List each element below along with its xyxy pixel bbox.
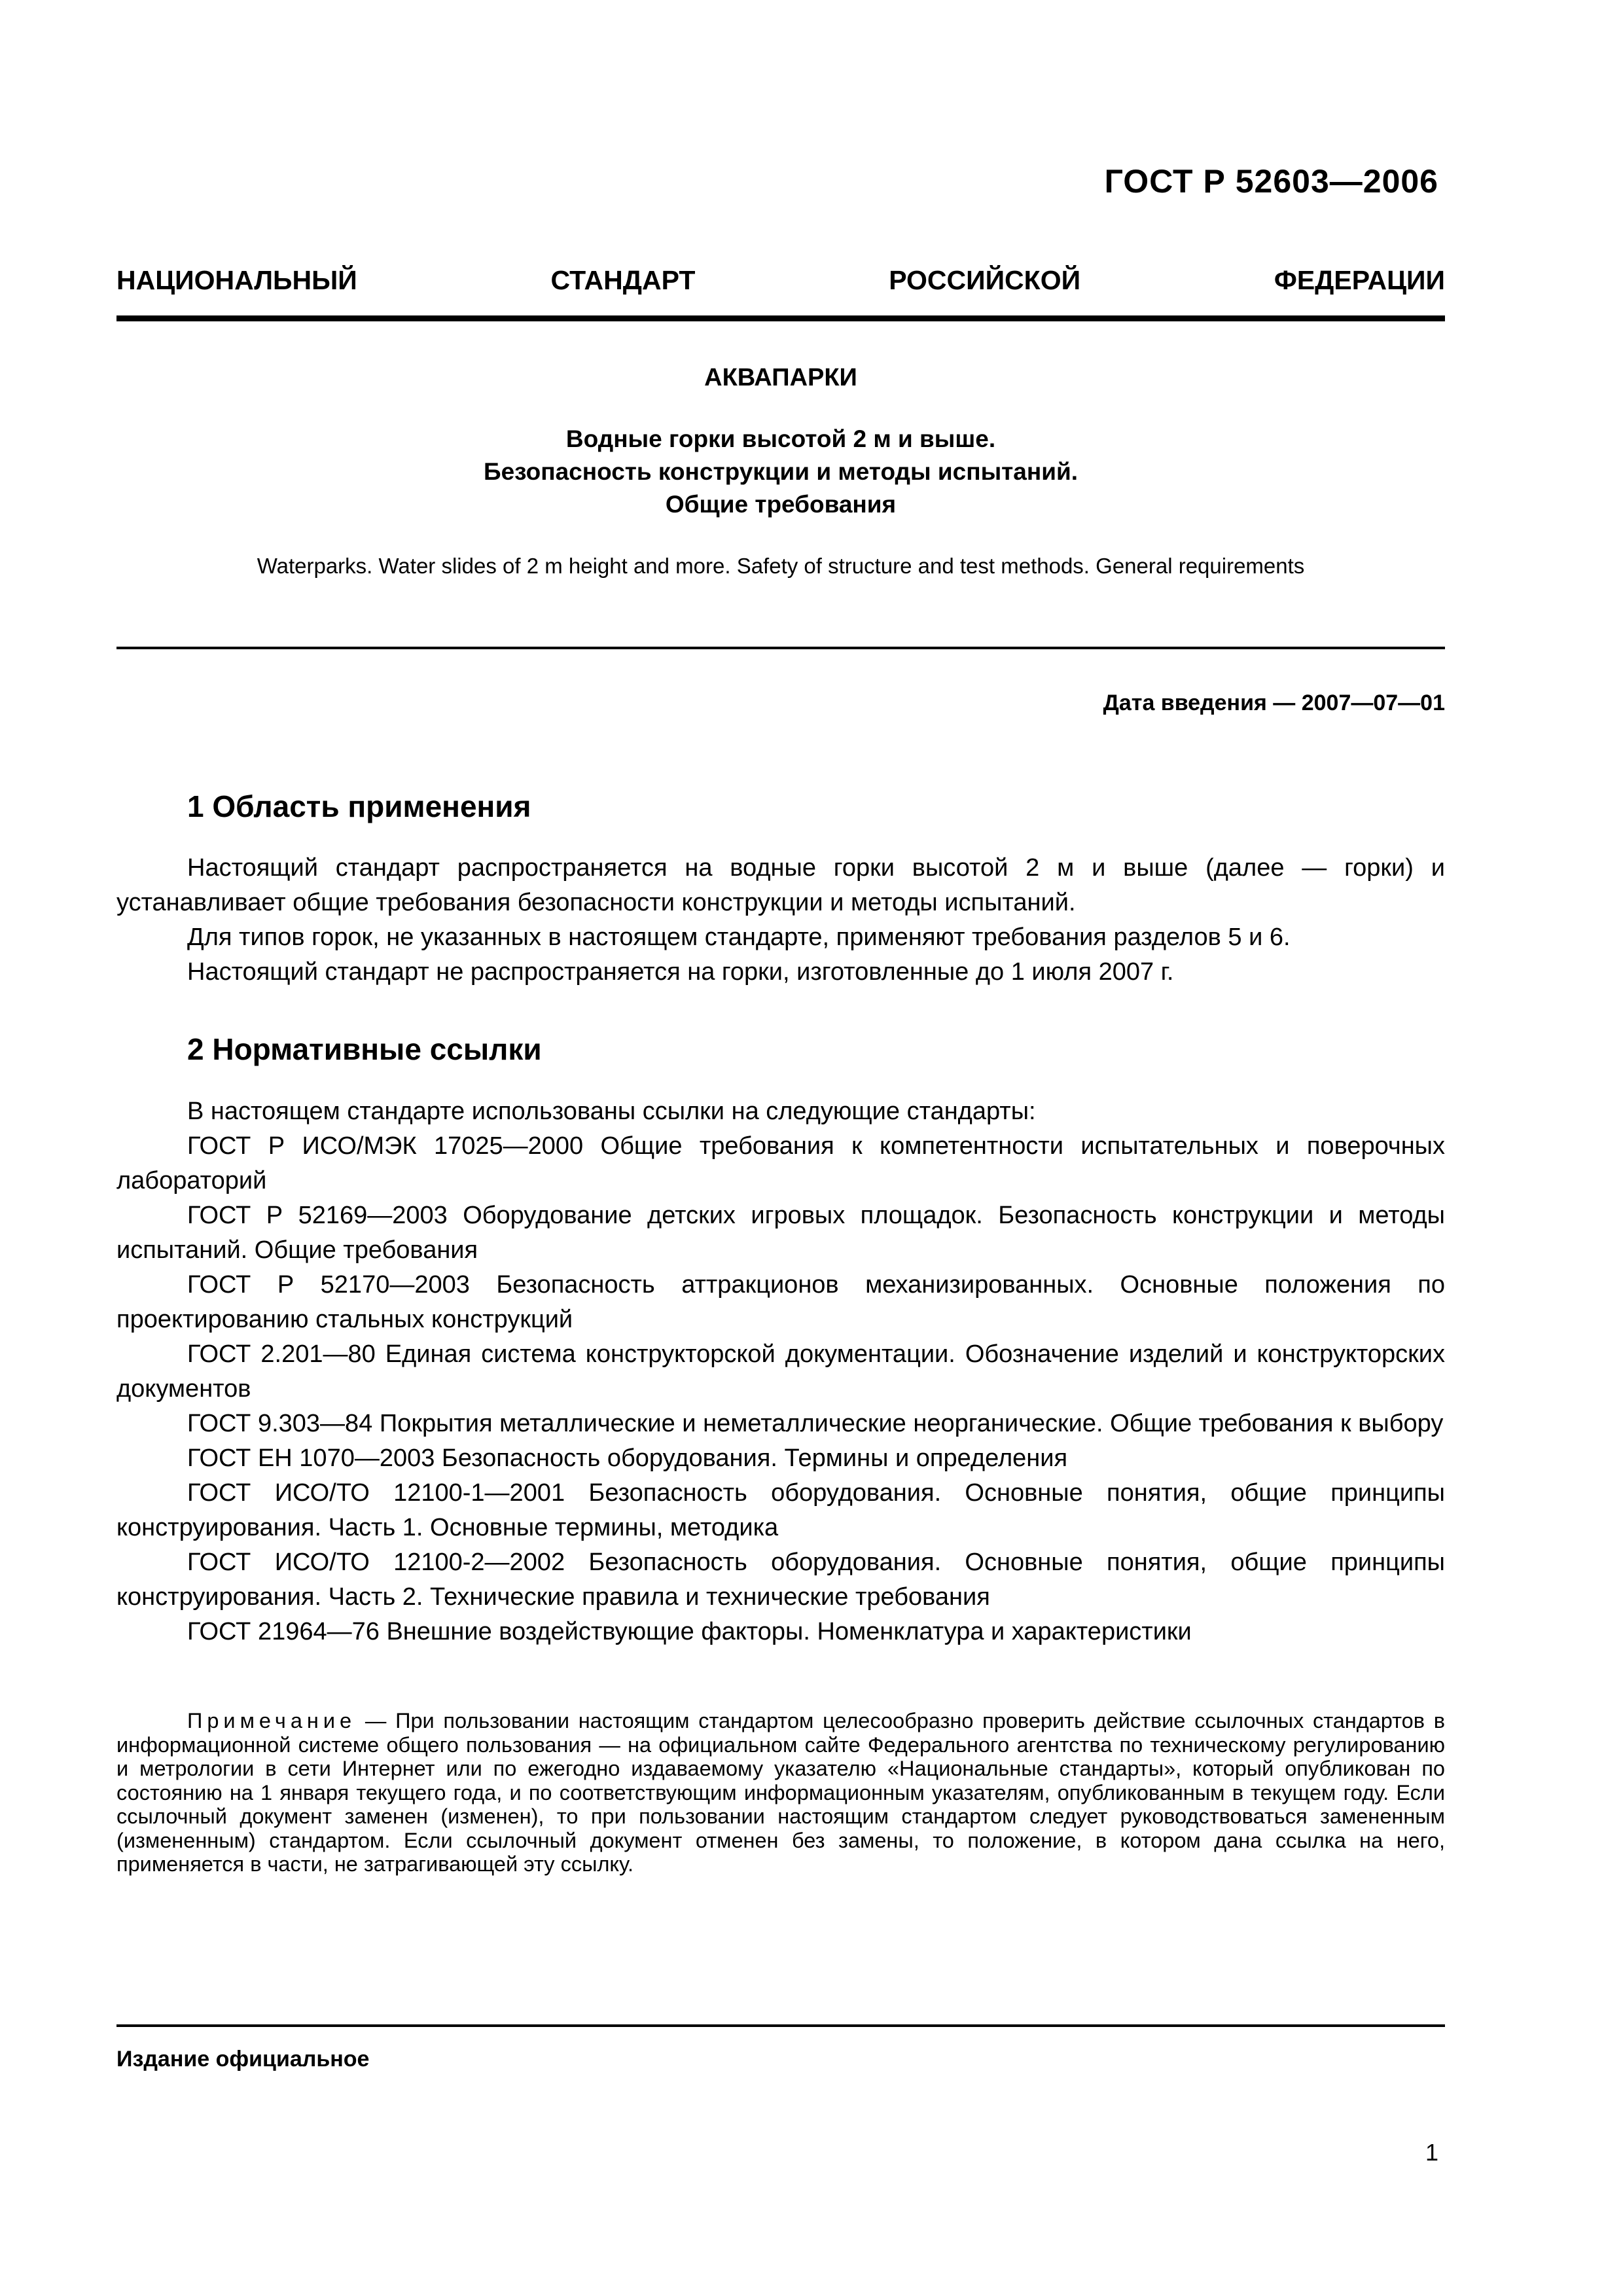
reference-item: ГОСТ ИСО/ТО 12100-2—2002 Безопасность оборудования. Основные понятия, общие принципы конструирования. Часть 2. Технические правила и технические требования [116, 1549, 1445, 1611]
paragraph: Для типов горок, не указанных в настоящем стандарте, применяют требования разделов 5 и 6. [187, 924, 1291, 951]
reference-item: ГОСТ 9.303—84 Покрытия металлические и неметаллические неорганические. Общие требования к выбору [187, 1410, 1444, 1437]
document-title: АКВАПАРКИ [704, 364, 857, 391]
reference-item: ГОСТ Р ИСО/МЭК 17025—2000 Общие требования к компетентности испытательных и поверочных лабораторий [116, 1132, 1445, 1194]
note-label: Примечание [187, 1709, 357, 1732]
references-intro: В настоящем стандарте использованы ссылки на следующие стандарты: [187, 1098, 1036, 1125]
national-header-word: СТАНДАРТ [550, 265, 696, 295]
title-divider [116, 647, 1445, 649]
section-body-references [116, 1094, 1445, 1649]
national-header-word: ФЕДЕРАЦИИ [1274, 265, 1445, 295]
note-block [116, 1709, 1445, 1876]
introduction-date: Дата введения — 2007—07—01 [1103, 691, 1445, 715]
national-header-word: НАЦИОНАЛЬНЫЙ [116, 265, 357, 295]
official-edition-label: Издание официальное [116, 2047, 370, 2072]
reference-item: ГОСТ 21964—76 Внешние воздействующие факторы. Номенклатура и характеристики [187, 1618, 1192, 1645]
document-subtitle [116, 423, 1445, 521]
reference-item: ГОСТ ЕН 1070—2003 Безопасность оборудования. Термины и определения [187, 1444, 1068, 1472]
paragraph: Настоящий стандарт не распространяется на горки, изготовленные до 1 июля 2007 г. [187, 958, 1174, 986]
note-text: — При пользовании настоящим стандартом целесообразно проверить действие ссылочных стандартов в информационной системе общего пользования — на официальном сайте Федерального агентства по техническому регулированию и метрологии в сети Интернет или по ежегодно издаваемому указателю «Национальные стандарты», который опубликован по состоянию на 1 января текущего года, и по соответствующим информационным указателям, опубликованным в текущем году. Если ссылочный документ заменен (изменен), то при пользовании настоящим стандартом следует руководствоваться замененным (измененным) стандартом. Если ссылочный документ отменен без замены, то положение, в котором дана ссылка на него, применяется в части, не затрагивающей эту ссылку. [116, 1709, 1446, 1876]
reference-item: ГОСТ Р 52170—2003 Безопасность аттракционов механизированных. Основные положения по проектированию стальных конструкций [116, 1271, 1445, 1333]
national-header-word: РОССИЙСКОЙ [889, 265, 1081, 295]
section-heading-scope: 1 Область применения [187, 789, 531, 823]
page-number: 1 [1425, 2139, 1438, 2166]
note-paragraph [116, 1709, 1445, 1876]
subtitle-line: Безопасность конструкции и методы испытаний. [483, 458, 1079, 485]
national-standard-header [116, 265, 1445, 296]
section-heading-references: 2 Нормативные ссылки [187, 1032, 542, 1066]
english-title: Waterparks. Water slides of 2 m height and more. Safety of structure and test methods. General requirements [257, 554, 1305, 578]
reference-item: ГОСТ Р 52169—2003 Оборудование детских игровых площадок. Безопасность конструкции и методы испытаний. Общие требования [116, 1202, 1445, 1264]
footer-divider [116, 2024, 1445, 2027]
subtitle-line: Общие требования [665, 491, 897, 518]
reference-item: ГОСТ ИСО/ТО 12100-1—2001 Безопасность оборудования. Основные понятия, общие принципы конструирования. Часть 1. Основные термины, методика [116, 1479, 1445, 1541]
section-body-scope [116, 851, 1445, 990]
paragraph: Настоящий стандарт распространяется на водные горки высотой 2 м и выше (далее — горки) и устанавливает общие требования безопасности конструкции и методы испытаний. [116, 854, 1445, 916]
gost-number: ГОСТ Р 52603—2006 [1104, 163, 1438, 200]
subtitle-line: Водные горки высотой 2 м и выше. [565, 425, 996, 452]
header-divider [116, 315, 1445, 321]
reference-item: ГОСТ 2.201—80 Единая система конструкторской документации. Обозначение изделий и конструкторских документов [116, 1340, 1445, 1403]
